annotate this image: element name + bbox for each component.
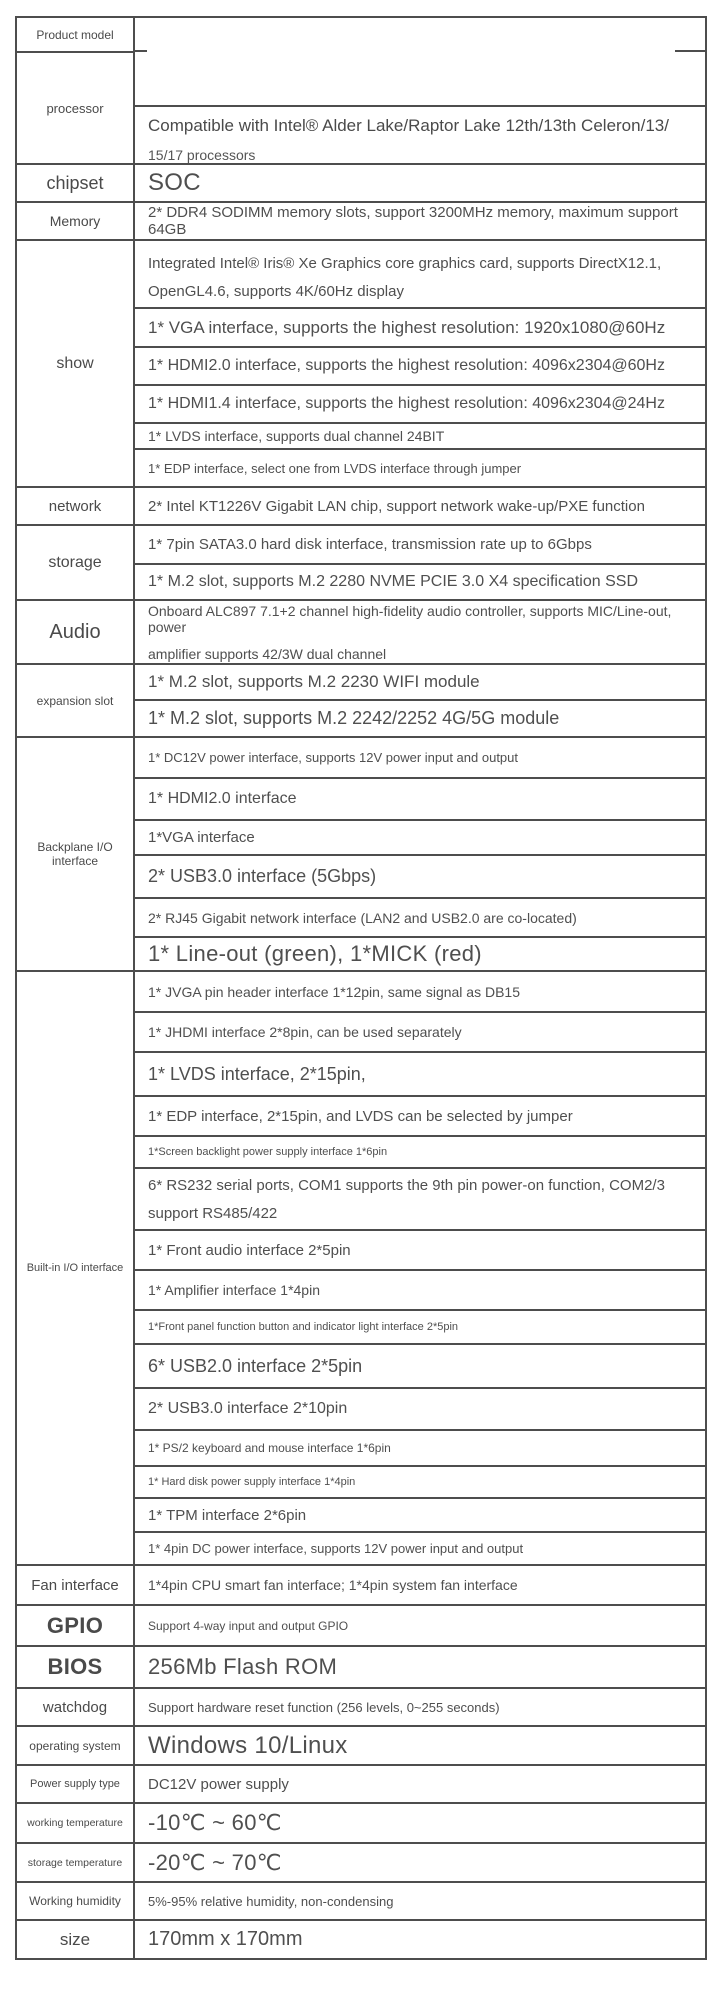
processor-line2: 15/17 processors	[148, 147, 256, 163]
humidity-value: 5%-95% relative humidity, non-condensing	[134, 1882, 706, 1920]
row-label-memory: Memory	[16, 202, 134, 240]
builtin-amplifier-value: 1* Amplifier interface 1*4pin	[134, 1270, 706, 1310]
memory-value: 2* DDR4 SODIMM memory slots, support 3200MHz memory, maximum support 64GB	[134, 202, 706, 240]
backplane-dc12v-value: 1* DC12V power interface, supports 12V power input and output	[134, 737, 706, 778]
show-vga-value: 1* VGA interface, supports the highest resolution: 1920x1080@60Hz	[134, 308, 706, 347]
row-label-product-model: Product model	[16, 17, 134, 52]
backplane-hdmi20-value: 1* HDMI2.0 interface	[134, 778, 706, 820]
backplane-vga-value: 1*VGA interface	[134, 820, 706, 855]
chipset-value: SOC	[134, 164, 706, 202]
size-value: 170mm x 170mm	[134, 1920, 706, 1959]
row-label-bios: BIOS	[16, 1646, 134, 1688]
backplane-usb30-value: 2* USB3.0 interface (5Gbps)	[134, 855, 706, 898]
row-label-show: show	[16, 240, 134, 487]
builtin-usb30-value: 2* USB3.0 interface 2*10pin	[134, 1388, 706, 1430]
show-lvds-value: 1* LVDS interface, supports dual channel 24BIT	[134, 423, 706, 449]
row-label-size: size	[16, 1920, 134, 1959]
show-edp-value: 1* EDP interface, select one from LVDS interface through jumper	[134, 449, 706, 487]
show-graphics-value	[134, 240, 706, 308]
spec-table	[15, 16, 707, 1960]
builtin-ps2-value: 1* PS/2 keyboard and mouse interface 1*6pin	[134, 1430, 706, 1466]
row-label-expansion-slot: expansion slot	[16, 664, 134, 737]
builtin-hdd-power-value: 1* Hard disk power supply interface 1*4pin	[134, 1466, 706, 1498]
row-label-humidity: Working humidity	[16, 1882, 134, 1920]
builtin-edp-value: 1* EDP interface, 2*15pin, and LVDS can be selected by jumper	[134, 1096, 706, 1136]
builtin-jhdmi-value: 1* JHDMI interface 2*8pin, can be used separately	[134, 1012, 706, 1052]
row-label-backplane-io: Backplane I/O interface	[16, 737, 134, 971]
builtin-front-panel-value: 1*Front panel function button and indicator light interface 2*5pin	[134, 1310, 706, 1344]
product-model-value-cell	[134, 17, 706, 52]
row-label-os: operating system	[16, 1726, 134, 1765]
processor-line1: Compatible with Intel® Alder Lake/Raptor Lake 12th/13th Celeron/13/	[148, 116, 669, 135]
storage-m2-value: 1* M.2 slot, supports M.2 2280 NVME PCIE 3.0 X4 specification SSD	[134, 564, 706, 600]
show-graphics-line2: OpenGL4.6, supports 4K/60Hz display	[148, 282, 404, 300]
row-label-power-supply: Power supply type	[16, 1765, 134, 1803]
backplane-rj45-value: 2* RJ45 Gigabit network interface (LAN2 and USB2.0 are co-located)	[134, 898, 706, 937]
audio-value	[134, 600, 706, 664]
processor-text	[135, 107, 705, 163]
row-label-network: network	[16, 487, 134, 525]
builtin-backlight-value: 1*Screen backlight power supply interface 1*6pin	[134, 1136, 706, 1168]
row-label-audio: Audio	[16, 600, 134, 664]
builtin-front-audio-value: 1* Front audio interface 2*5pin	[134, 1230, 706, 1270]
network-value: 2* Intel KT1226V Gigabit LAN chip, support network wake-up/PXE function	[134, 487, 706, 525]
fan-value: 1*4pin CPU smart fan interface; 1*4pin system fan interface	[134, 1565, 706, 1605]
table-line-artifact-right	[675, 50, 705, 52]
builtin-jvga-value: 1* JVGA pin header interface 1*12pin, same signal as DB15	[134, 971, 706, 1012]
audio-line2: amplifier supports 42/3W dual channel	[148, 645, 387, 662]
table-line-artifact-left	[135, 50, 147, 52]
storage-sata-value: 1* 7pin SATA3.0 hard disk interface, transmission rate up to 6Gbps	[134, 525, 706, 564]
row-label-fan: Fan interface	[16, 1565, 134, 1605]
row-label-working-temp: working temperature	[16, 1803, 134, 1843]
os-value: Windows 10/Linux	[134, 1726, 706, 1765]
row-label-watchdog: watchdog	[16, 1688, 134, 1726]
show-graphics-line1: Integrated Intel® Iris® Xe Graphics core graphics card, supports DirectX12.1,	[148, 254, 662, 272]
row-label-storage: storage	[16, 525, 134, 600]
processor-value-cell	[134, 52, 706, 164]
power-supply-value: DC12V power supply	[134, 1765, 706, 1803]
backplane-lineout-value: 1* Line-out (green), 1*MICK (red)	[134, 937, 706, 971]
processor-empty-area	[135, 52, 705, 107]
row-label-builtin-io: Built-in I/O interface	[16, 971, 134, 1565]
builtin-rs232-line2: support RS485/422	[148, 1204, 278, 1222]
bios-value: 256Mb Flash ROM	[134, 1646, 706, 1688]
show-hdmi20-value: 1* HDMI2.0 interface, supports the highest resolution: 4096x2304@60Hz	[134, 347, 706, 385]
row-label-storage-temp: storage temperature	[16, 1843, 134, 1882]
builtin-tpm-value: 1* TPM interface 2*6pin	[134, 1498, 706, 1532]
audio-line1: Onboard ALC897 7.1+2 channel high-fidelity audio controller, supports MIC/Line-out, power	[148, 602, 672, 635]
watchdog-value: Support hardware reset function (256 levels, 0~255 seconds)	[134, 1688, 706, 1726]
gpio-value: Support 4-way input and output GPIO	[134, 1605, 706, 1646]
expansion-4g5g-value: 1* M.2 slot, supports M.2 2242/2252 4G/5G module	[134, 700, 706, 737]
builtin-lvds-value: 1* LVDS interface, 2*15pin,	[134, 1052, 706, 1096]
builtin-4pin-dc-value: 1* 4pin DC power interface, supports 12V power input and output	[134, 1532, 706, 1565]
expansion-wifi-value: 1* M.2 slot, supports M.2 2230 WIFI module	[134, 664, 706, 700]
builtin-rs232-line1: 6* RS232 serial ports, COM1 supports the 9th pin power-on function, COM2/3	[148, 1176, 665, 1194]
working-temp-value: -10℃ ~ 60℃	[134, 1803, 706, 1843]
row-label-gpio: GPIO	[16, 1605, 134, 1646]
builtin-rs232-value	[134, 1168, 706, 1230]
storage-temp-value: -20℃ ~ 70℃	[134, 1843, 706, 1882]
row-label-chipset: chipset	[16, 164, 134, 202]
builtin-usb20-value: 6* USB2.0 interface 2*5pin	[134, 1344, 706, 1388]
show-hdmi14-value: 1* HDMI1.4 interface, supports the highest resolution: 4096x2304@24Hz	[134, 385, 706, 423]
row-label-processor: processor	[16, 52, 134, 164]
